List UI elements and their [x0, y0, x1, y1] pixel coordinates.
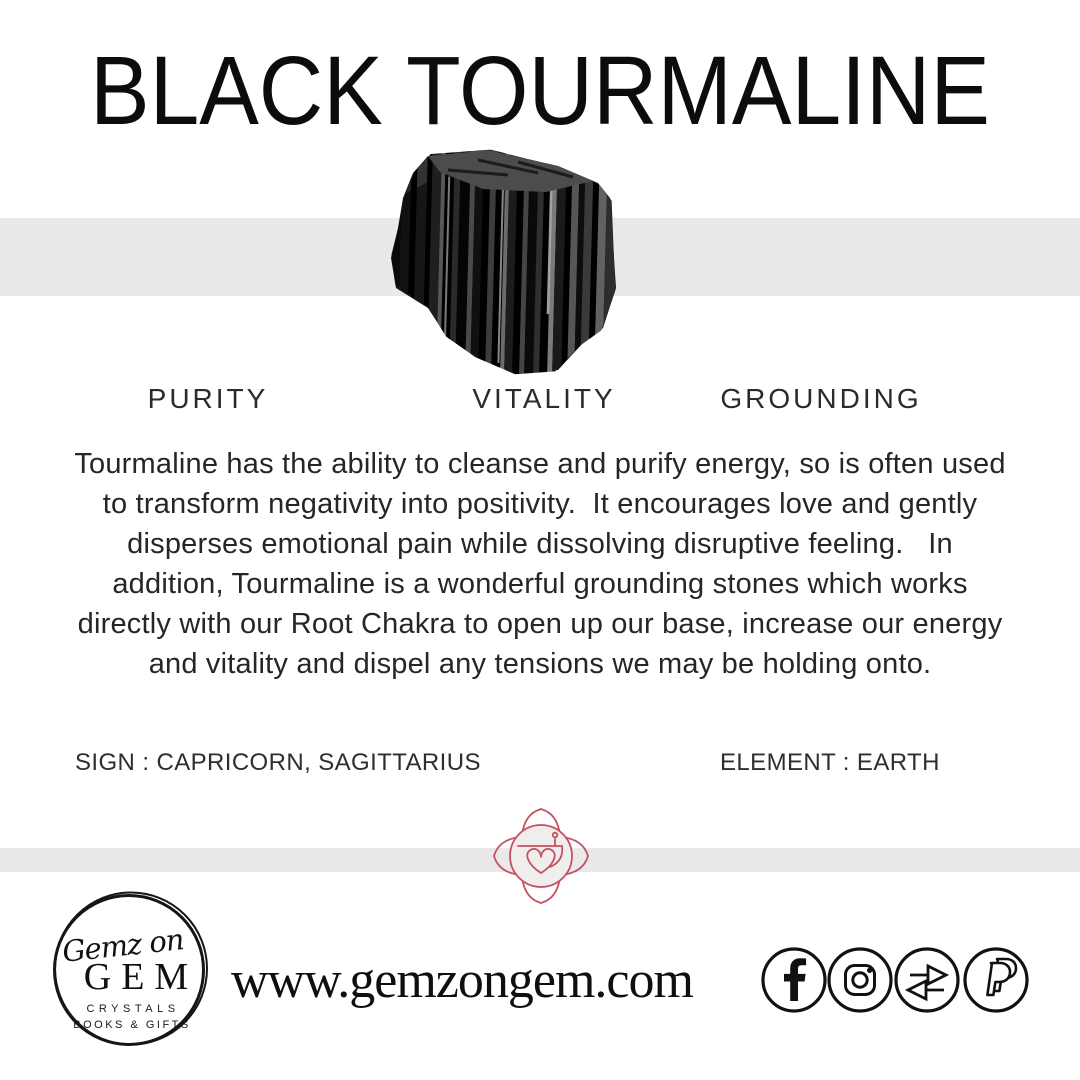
- logo-script-text: Gemz on: [60, 922, 185, 969]
- page-title: BLACK TOURMALINE: [90, 36, 990, 145]
- logo-subtitle-books-gifts: BOOKS & GIFTS: [73, 1019, 191, 1031]
- root-chakra-icon: [491, 806, 591, 906]
- description-paragraph: Tourmaline has the ability to cleanse and purify energy, so is often used to transform negativity into positivity. It encourages love and gently disperses emotional pain while dissolving disruptive feeling. In addition, Tourmaline is a wonderful grounding stones which works directly with our Root Chakra to open up our base, increase our energy and vitality and dispel any tensions we may be holding onto.: [74, 448, 1014, 680]
- keyword-row: [0, 383, 1080, 413]
- keyword-purity: PURITY: [147, 383, 269, 414]
- element-label: ELEMENT : EARTH: [720, 749, 940, 776]
- sign-label: SIGN : CAPRICORN, SAGITTARIUS: [75, 749, 481, 776]
- facebook-icon[interactable]: [758, 944, 830, 1016]
- instagram-icon[interactable]: [824, 944, 896, 1016]
- black-tourmaline-stone-image: [388, 148, 623, 378]
- logo-name-text: GEM: [83, 956, 199, 998]
- keyword-grounding: GROUNDING: [720, 383, 922, 414]
- paypal-icon[interactable]: [960, 944, 1032, 1016]
- share-icon[interactable]: [891, 944, 963, 1016]
- title-block: [0, 0, 1080, 150]
- brand-logo: [53, 894, 205, 1046]
- logo-subtitle-crystals: CRYSTALS: [86, 1003, 180, 1015]
- keyword-vitality: VITALITY: [472, 383, 616, 414]
- website-url[interactable]: www.gemzongem.com: [231, 952, 693, 1009]
